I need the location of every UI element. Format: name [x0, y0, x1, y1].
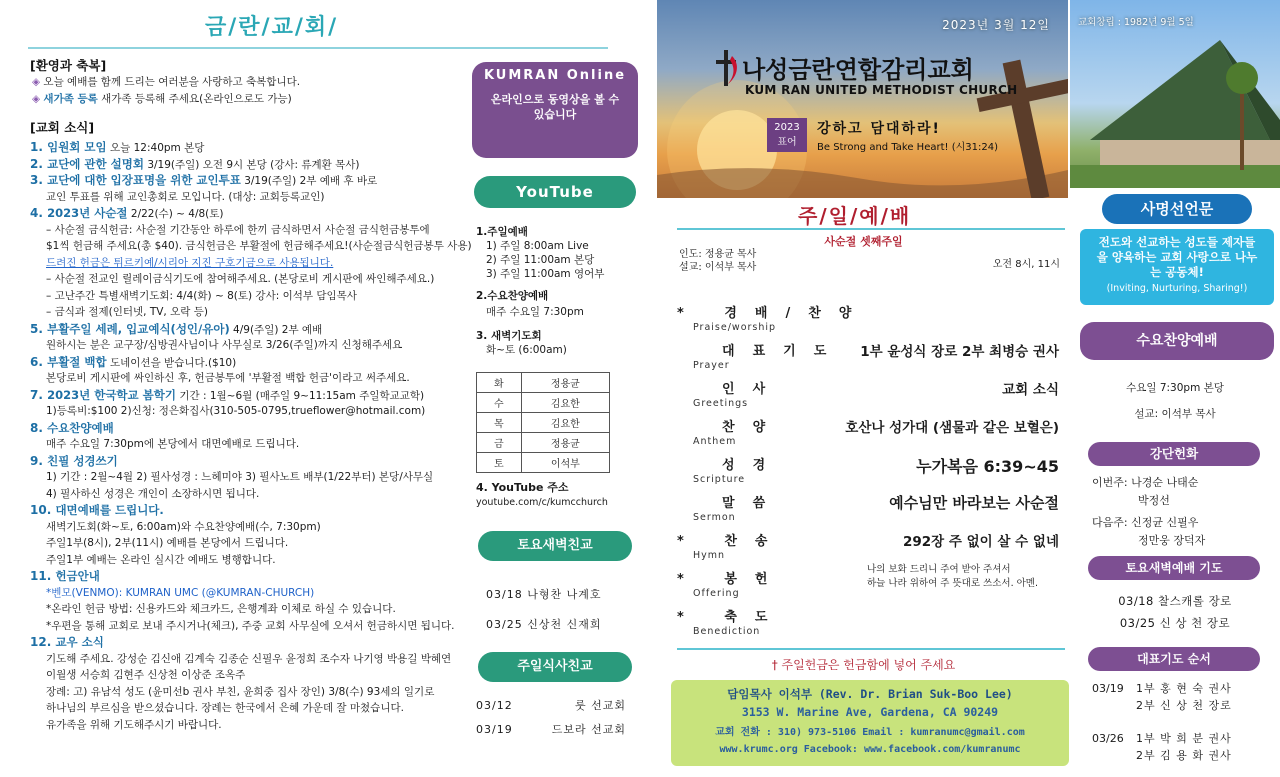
contact-box [671, 680, 1069, 766]
diamond-bullet-icon: ◈ [32, 93, 41, 105]
news-line [30, 239, 472, 256]
altar-flowers-list [1092, 474, 1205, 550]
church-name-en: KUM RAN UNITED METHODIST CHURCH [745, 83, 1018, 97]
news-number: 4. [30, 206, 48, 220]
news-text: *온라인 헌금 방법: 신용카드와 체크카드, 은행계좌 이체로 하실 수 있습니다. [46, 603, 396, 615]
web-line[interactable]: www.krumc.org Facebook: www.facebook.com/kumranumc [719, 744, 1021, 755]
news-line [30, 668, 460, 685]
order-item [677, 378, 1065, 416]
welcome-title: [환영과 축복] [30, 58, 107, 73]
kumran-online-title: KUMRAN Online [483, 68, 627, 83]
dawn-row [477, 413, 610, 433]
dawn-row [477, 373, 610, 393]
news-heading: 부활절 백합 [47, 354, 107, 369]
dawn-row [477, 433, 610, 453]
welcome-line-2 [32, 92, 292, 106]
order-value: 292장 주 없이 살 수 없네 [902, 534, 1059, 550]
sunday-worship-info [476, 225, 604, 357]
order-name-en: Praise/worship [693, 322, 777, 333]
motto-ko: 강하고 담대하라! [817, 121, 941, 137]
altar-this-week-2: 박정선 [1138, 494, 1170, 507]
prayer-person: 1부 박 희 분 권사 [1136, 732, 1232, 745]
news-text: 장례: 고) 유남석 성도 (윤미선b 권사 부친, 윤희중 집사 장인) 3/8(수) 93세의 일기로 [46, 685, 435, 698]
mission-title: 사명선언문 [1102, 194, 1252, 224]
news-line [30, 206, 460, 223]
news-line [30, 322, 460, 339]
prayer-row [1092, 747, 1272, 764]
prayer-order-list [1092, 680, 1272, 764]
order-value: 예수님만 바라보는 사순절 [889, 494, 1059, 512]
order-value: 누가복음 6:39~45 [916, 457, 1059, 476]
news-line [30, 437, 460, 454]
wed-worship-info [1070, 375, 1280, 427]
news-line [30, 470, 460, 487]
news-number: 11. [30, 569, 56, 583]
news-text: 원하시는 분은 교구장/심방권사님이나 사무실로 3/26(주일)까지 신청해주세요 [46, 339, 403, 351]
service-time: 오전 8시, 11시 [992, 259, 1060, 270]
sunday-meal-list [476, 694, 626, 742]
dawn-day: 토 [477, 453, 522, 473]
news-heading: 대면예배를 드립니다. [55, 503, 164, 517]
dawn-day: 화 [477, 373, 522, 393]
prayer-person: 2부 신 상 천 장로 [1136, 699, 1232, 712]
prayer-date: 03/26 [1092, 732, 1124, 745]
prayer-row [1092, 697, 1272, 714]
news-line [30, 503, 460, 520]
church-building-illustration [1070, 0, 1280, 188]
dawn-leader: 이석부 [521, 453, 609, 473]
order-item [677, 492, 1065, 530]
order-name-ko: * 봉헌 [677, 572, 786, 587]
worship-divider [677, 228, 1065, 230]
dawn-leader: 정용균 [521, 433, 609, 453]
address-line: 3153 W. Marine Ave, Gardena, CA 90249 [741, 705, 999, 719]
prayer-date: 03/19 [1092, 682, 1124, 695]
saturday-fellowship-label: 토요새벽친교 [478, 531, 632, 561]
news-line [30, 371, 460, 388]
mission-text: 전도와 선교하는 성도들 제자들을 양육하는 교회 사랑으로 나누는 공동체! [1096, 235, 1258, 279]
news-text: 3/19(주일) 오전 9시 본당 (강사: 류계환 목사) [143, 158, 360, 171]
yt-url[interactable]: youtube.com/c/kumcchurch [476, 497, 608, 508]
news-line [30, 685, 460, 702]
news-text: 유가족을 위해 기도해주시기 바랍니다. [46, 718, 222, 731]
online-column [462, 0, 652, 777]
order-value: 교회 소식 [1002, 382, 1059, 398]
order-name-en: Hymn [693, 550, 726, 561]
diamond-bullet-icon: ◈ [32, 76, 41, 88]
order-value: 1부 윤성식 장로 2부 최병승 권사 [860, 344, 1059, 360]
order-item [677, 340, 1065, 378]
news-text[interactable]: 드려진 헌금은 튀르키예/시리아 지진 구호기금으로 사용됩니다. [46, 256, 334, 269]
wed-worship-heading: 수요찬양예배 [1080, 322, 1274, 360]
news-line [30, 173, 460, 190]
news-line [30, 305, 460, 322]
motto-year-badge [767, 118, 807, 152]
order-item [677, 454, 1065, 492]
news-line [30, 718, 460, 735]
news-line [30, 701, 460, 718]
meal-group: 룻 선교회 [574, 699, 626, 712]
order-item [677, 302, 1065, 340]
news-line [30, 520, 460, 537]
news-heading: 임원회 모임 [47, 140, 107, 154]
news-text: – 사순절 금식헌금: 사순절 기간동안 하루에 한끼 금식하면서 사순절 금식헌금봉투에 [46, 223, 430, 236]
sat-prayer-row: 03/18 찰스캐롤 장로 [1118, 594, 1232, 608]
church-name-ko: 나성금란연합감리교회 [742, 56, 974, 84]
sunday-line-1: 1) 주일 8:00am Live [486, 240, 589, 252]
news-number: 7. [30, 387, 48, 402]
order-name-en: Prayer [693, 360, 730, 371]
offering-line-1: 나의 보화 드리니 주여 받아 주셔서 [867, 564, 1011, 575]
order-name-en: Greetings [693, 398, 749, 409]
welcome-line-1 [32, 75, 300, 89]
meal-row [476, 694, 626, 718]
offering-hymn [867, 563, 1038, 591]
preacher: 설교: 이석부 목사 [679, 262, 757, 273]
news-number: 9. [30, 453, 48, 468]
dawn-day: 수 [477, 393, 522, 413]
worship-subtitle: 사순절 셋째주일 [824, 235, 903, 248]
news-heading: 교우 소식 [55, 635, 104, 649]
order-name-ko: 찬양 [677, 420, 784, 435]
order-value: 호산나 성가대 (샘물과 같은 보혈은) [845, 420, 1059, 436]
dawn-schedule-table [476, 372, 610, 473]
news-line [30, 602, 460, 619]
news-heading: 2023년 사순절 [47, 206, 128, 220]
dawn-day: 금 [477, 433, 522, 453]
altar-this-week: 이번주: 나경순 나태순 [1092, 476, 1199, 489]
news-line [30, 487, 460, 504]
news-text: 오늘 12:40pm 본당 [106, 142, 205, 154]
news-line [30, 338, 460, 355]
mission-en: (Inviting, Nurturing, Sharing!) [1106, 283, 1248, 294]
prayer-row [1092, 730, 1272, 747]
news-line [30, 157, 460, 174]
news-text: 3/19(주일) 2부 예배 후 바로 [240, 175, 378, 187]
news-line [30, 536, 460, 553]
news-text: 새벽기도회(화~토, 6:00am)와 수요찬양예배(수, 7:30pm) [46, 520, 321, 533]
prayer-date [1092, 697, 1136, 714]
sunday-line-2: 2) 주일 11:00am 본당 [486, 254, 595, 266]
founded-date: 교회창립 : 1982년 9월 5일 [1078, 17, 1194, 28]
worship-title: 주/일/예/배 [798, 204, 912, 228]
church-brand-title: 금/란/교/회/ [205, 15, 339, 40]
prayer-person: 2부 김 용 화 권사 [1136, 749, 1232, 762]
news-text: 주일1부 예배는 온라인 실시간 예배도 병행합니다. [46, 553, 276, 566]
order-name-ko: 대표기도 [677, 344, 845, 359]
order-name-en: Offering [693, 588, 740, 599]
sunday-meal-label: 주일식사친교 [478, 652, 632, 682]
news-text: 하나님의 부르심을 받으셨습니다. 장례는 한국에서 은혜 가운데 잘 마쳤습니다. [46, 702, 404, 714]
news-line [30, 256, 460, 273]
order-name-en: Scripture [693, 474, 746, 485]
news-heading: 헌금안내 [55, 569, 100, 583]
offering-note: † 주일헌금은 헌금함에 넣어 주세요 [771, 658, 956, 672]
welcome-text-2: 새가족 등록해 주세요(온라인으로도 가능) [97, 93, 292, 105]
prayer-order-heading: 대표기도 순서 [1088, 647, 1260, 671]
news-line [30, 421, 460, 438]
news-line [30, 569, 460, 586]
dawn-title: 3. 새벽기도회 [476, 330, 542, 342]
offering-line-2: 하늘 나라 위하여 주 뜻대로 쓰소서. 아멘. [867, 578, 1038, 589]
dawn-leader: 정용균 [521, 373, 609, 393]
altar-flowers-heading: 강단헌화 [1088, 442, 1260, 466]
meal-group: 드보라 선교회 [551, 723, 626, 736]
church-building-photo [1070, 0, 1280, 188]
order-of-worship [677, 302, 1065, 644]
prayer-date [1092, 747, 1136, 764]
sunday-title: 1.주일예배 [476, 226, 528, 238]
news-number: 1. [30, 140, 48, 154]
news-line [30, 553, 460, 570]
news-heading: 친필 성경쓰기 [47, 453, 118, 468]
youtube-button[interactable]: YouTube [474, 176, 636, 208]
news-text: *벤모(VENMO): KUMRAN UMC (@KUMRAN-CHURCH) [46, 586, 315, 599]
news-number: 2. [30, 156, 48, 171]
news-heading: 2023년 한국학교 봄학기 [47, 387, 176, 402]
dawn-row [477, 453, 610, 473]
news-heading: 부활주일 세례, 입교예식(성인/유아) [47, 321, 230, 336]
mission-box [1080, 229, 1274, 305]
news-text: 매주 수요일 7:30pm에 본당에서 대면예배로 드립니다. [46, 438, 300, 450]
news-line [30, 652, 460, 669]
news-line [30, 223, 460, 240]
news-number: 6. [30, 354, 48, 369]
leaders [679, 248, 756, 274]
kumran-online-sub: 온라인으로 동영상을 볼 수 있습니다 [490, 93, 620, 121]
dawn-time: 화~토 (6:00am) [486, 344, 567, 356]
church-news-column [0, 0, 472, 777]
meal-date: 03/19 [476, 723, 513, 736]
news-text: 기도해 주세요. 강성순 김신애 김계숙 김종순 신필우 윤정희 조수자 나기영 박용길 박혜연 [46, 652, 452, 665]
sidebar-column [1070, 0, 1280, 777]
welcome-text-1: 오늘 예배를 함께 드리는 여러분을 사랑하고 축복합니다. [43, 76, 301, 88]
saturday-fellowship-list [486, 580, 601, 640]
youtube-address [476, 480, 608, 510]
order-name-en: Anthem [693, 436, 737, 447]
phone-email-line[interactable]: 교회 전화 : 310) 973-5106 Email : kumranumc@gmail.com [715, 727, 1025, 738]
news-text: – 사순절 전교인 릴레이금식기도에 참여해주세요. (본당로비 게시판에 싸인해주세요.) [46, 273, 435, 285]
order-name-ko: * 축도 [677, 610, 786, 625]
news-heading: 교단에 대한 입장표명을 위한 교인투표 [47, 173, 241, 187]
dawn-leader: 김요한 [521, 413, 609, 433]
church-banner [657, 0, 1068, 198]
news-line [30, 388, 460, 405]
dawn-day: 목 [477, 413, 522, 433]
umc-cross-flame-logo [712, 48, 744, 88]
news-heading: 수요찬양예배 [47, 420, 114, 435]
news-text: 4/9(주일) 2부 예배 [229, 323, 323, 336]
banner-date: 2023년 3월 12일 [942, 18, 1050, 32]
news-text: *우편을 통해 교회로 보내 주시거나(체크), 주중 교회 사무실에 오셔서 헌금하시면 됩니다. [46, 619, 455, 632]
yt-title: 4. YouTube 주소 [476, 481, 569, 494]
news-text: 기간 : 1월~6월 (매주일 9~11:15am 주일학교교학) [175, 389, 425, 402]
wed-speaker: 설교: 이석부 목사 [1134, 408, 1216, 420]
news-text: 도네이션을 받습니다.($10) [106, 356, 237, 369]
news-heading: 교단에 관한 설명회 [47, 156, 144, 171]
wed-time: 수요일 7:30pm 본당 [1126, 382, 1224, 394]
wed-title: 2.수요찬양예배 [476, 290, 549, 302]
leader: 인도: 정용균 목사 [679, 249, 757, 260]
order-name-ko: * 찬송 [677, 534, 786, 549]
news-text: 본당로비 게시판에 싸인하신 후, 헌금봉투에 '부활절 백합 헌금'이라고 써주세요. [46, 372, 410, 384]
pastor-line: 담임목사 이석부 (Rev. Dr. Brian Suk-Boo Lee) [727, 687, 1013, 701]
dawn-row [477, 393, 610, 413]
order-name-ko: 인사 [677, 382, 784, 397]
news-list [30, 140, 472, 734]
sat-prayer-list [1070, 590, 1280, 634]
news-line [30, 404, 460, 421]
news-text: 4) 필사하신 성경은 개인이 소장하시면 됩니다. [46, 487, 260, 500]
order-item [677, 416, 1065, 454]
news-line [30, 635, 460, 652]
new-family-highlight: 새가족 등록 [43, 93, 98, 105]
sat-prayer-heading: 토요새벽예배 기도 [1088, 556, 1260, 580]
news-text: 1)등록비:$100 2)신청: 정은화집사(310-505-0795,trueflower@hotmail.com) [46, 405, 426, 417]
news-line [30, 586, 460, 603]
news-number: 3. [30, 173, 48, 187]
order-item [677, 606, 1065, 644]
worship-column [657, 0, 1070, 777]
news-line [30, 619, 460, 636]
order-name-ko: * 경배/찬양 [677, 306, 870, 321]
news-text: 주일1부(8시), 2부(11시) 예배를 본당에서 드립니다. [46, 537, 289, 549]
saturday-row: 03/18 나형찬 나계호 [486, 588, 602, 601]
news-text: – 금식과 절제(인터넷, TV, 오락 등) [46, 306, 208, 318]
prayer-row [1092, 680, 1272, 697]
kumran-online-box[interactable] [472, 62, 638, 158]
altar-next-week-2: 정만웅 장덕자 [1138, 534, 1206, 547]
order-name-ko: 말씀 [677, 496, 784, 511]
news-title: [교회 소식] [30, 120, 95, 135]
order-name-en: Sermon [693, 512, 736, 523]
news-number: 12. [30, 635, 56, 649]
news-line [30, 140, 460, 157]
news-line [30, 454, 460, 471]
motto-year-sub: 표어 [777, 137, 797, 148]
dawn-leader: 김요한 [521, 393, 609, 413]
news-number: 8. [30, 420, 48, 435]
news-text: $1씩 헌금해 주세요(총 $40). 금식헌금은 부활절에 헌금해주세요!(사순절금식헌금봉투 사용) [46, 240, 472, 252]
sunday-line-3: 3) 주일 11:00am 영어부 [486, 268, 605, 280]
meal-date: 03/12 [476, 699, 513, 712]
order-name-en: Benediction [693, 626, 761, 637]
news-text: 1) 기간 : 2월~4월 2) 필사성경 : 느헤미야 3) 필사노트 배부(1/22부터) 본당/사무실 [46, 471, 434, 483]
news-text: 이월생 서승희 김현주 신상천 이상준 조옥주 [46, 669, 246, 681]
meal-row [476, 718, 626, 742]
offering-divider [677, 648, 1065, 650]
news-text: 2/22(수) ~ 4/8(토) [127, 208, 224, 220]
news-text: – 고난주간 특별새벽기도회: 4/4(화) ~ 8(토) 강사: 이석부 담임목사 [46, 289, 357, 302]
saturday-row: 03/25 신상천 신재희 [486, 618, 602, 631]
prayer-person: 1부 홍 현 숙 권사 [1136, 682, 1232, 695]
sat-prayer-row: 03/25 신 상 천 장로 [1119, 616, 1231, 630]
news-line [30, 272, 460, 289]
motto-year: 2023 [774, 122, 800, 133]
news-line [30, 289, 460, 306]
news-line [30, 190, 460, 207]
altar-next-week: 다음주: 신정균 신필우 [1092, 516, 1199, 529]
news-line [30, 355, 460, 372]
news-number: 5. [30, 321, 48, 336]
wed-time: 매주 수요일 7:30pm [486, 306, 584, 318]
news-number: 10. [30, 503, 56, 517]
news-text: 교인 투표를 위해 교인총회로 모입니다. (대상: 교회등록교인) [46, 190, 325, 203]
order-name-ko: 성경 [677, 458, 784, 473]
motto-en: Be Strong and Take Heart! (시31:24) [817, 142, 998, 153]
